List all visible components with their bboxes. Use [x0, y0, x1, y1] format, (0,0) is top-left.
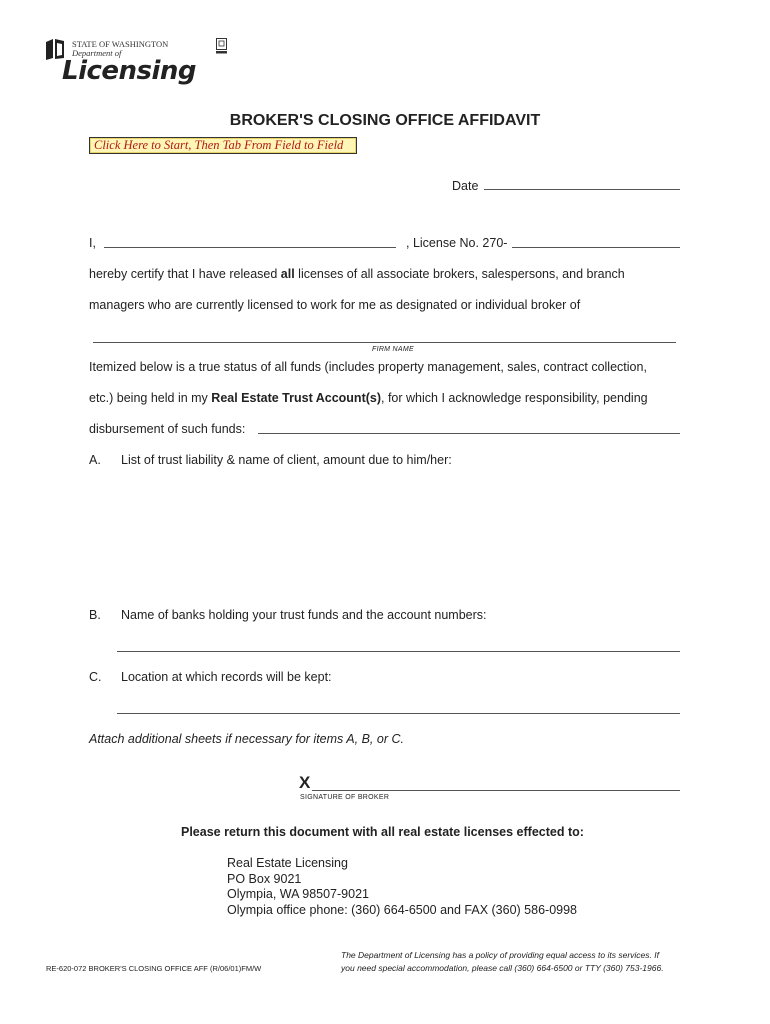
broker-name-field[interactable]	[104, 247, 396, 248]
item-b-text: Name of banks holding your trust funds and the account numbers:	[121, 608, 487, 622]
signature-x: X	[299, 773, 311, 792]
item-c-letter: C.	[89, 670, 102, 684]
date-field[interactable]	[484, 189, 680, 190]
address-line: Real Estate Licensing	[227, 856, 348, 870]
return-heading: Please return this document with all real estate licenses effected to:	[181, 825, 584, 839]
item-c-text: Location at which records will be kept:	[121, 670, 332, 684]
item-b-letter: B.	[89, 608, 101, 622]
license-label: , License No. 270-	[406, 236, 508, 250]
signature-caption: SIGNATURE OF BROKER	[300, 794, 390, 801]
page-title: BROKER'S CLOSING OFFICE AFFIDAVIT	[229, 112, 541, 129]
item-c-field[interactable]	[117, 713, 680, 714]
signature-field[interactable]	[312, 790, 680, 791]
license-number-field[interactable]	[512, 247, 680, 248]
disbursement-field[interactable]	[258, 433, 680, 434]
date-label: Date	[452, 179, 479, 193]
form-id: RE-620-072 BROKER'S CLOSING OFFICE AFF (R/06/01)FM/W	[46, 964, 262, 973]
licensing-logo	[44, 38, 197, 88]
accessibility-policy: The Department of Licensing has a policy of providing equal access to its services. If you need special accommodation, please call (360) 664-6500 or TTY (360) 753-1966.	[341, 950, 664, 973]
trust-account-text: etc.) being held in my Real Estate Trust Account(s), for which I acknowledge responsibility, pending	[89, 391, 648, 405]
managers-text: managers who are currently licensed to work for me as designated or individual broker of	[89, 298, 581, 312]
item-b-field[interactable]	[117, 651, 680, 652]
logo-state-text: STATE OF WASHINGTON	[72, 39, 169, 49]
attach-note: Attach additional sheets if necessary for items A, B, or C.	[89, 732, 404, 746]
firm-name-field[interactable]	[93, 342, 676, 343]
item-a-field[interactable]	[121, 475, 680, 595]
itemized-text: Itemized below is a true status of all funds (includes property management, sales, contract collection,	[89, 360, 647, 374]
certify-text: hereby certify that I have released all licenses of all associate brokers, salespersons, and branch	[89, 267, 625, 281]
address-line: PO Box 9021	[227, 871, 302, 886]
address-line: Olympia office phone: (360) 664-6500 and FAX (360) 586-0998	[227, 902, 577, 917]
item-a-text: List of trust liability & name of client, amount due to him/her:	[121, 453, 452, 467]
broker-name-label: I,	[89, 236, 96, 250]
document-icon[interactable]	[216, 38, 227, 54]
item-a-letter: A.	[89, 453, 101, 467]
disbursement-label: disbursement of such funds:	[89, 422, 246, 436]
logo-wordmark: Licensing	[62, 56, 197, 86]
start-button[interactable]: Click Here to Start, Then Tab From Field to Field	[89, 137, 357, 154]
return-address	[227, 856, 577, 918]
address-line: Olympia, WA 98507-9021	[227, 887, 369, 901]
logo-department-text: Department of	[72, 48, 122, 58]
firm-name-caption: FIRM NAME	[372, 346, 414, 353]
